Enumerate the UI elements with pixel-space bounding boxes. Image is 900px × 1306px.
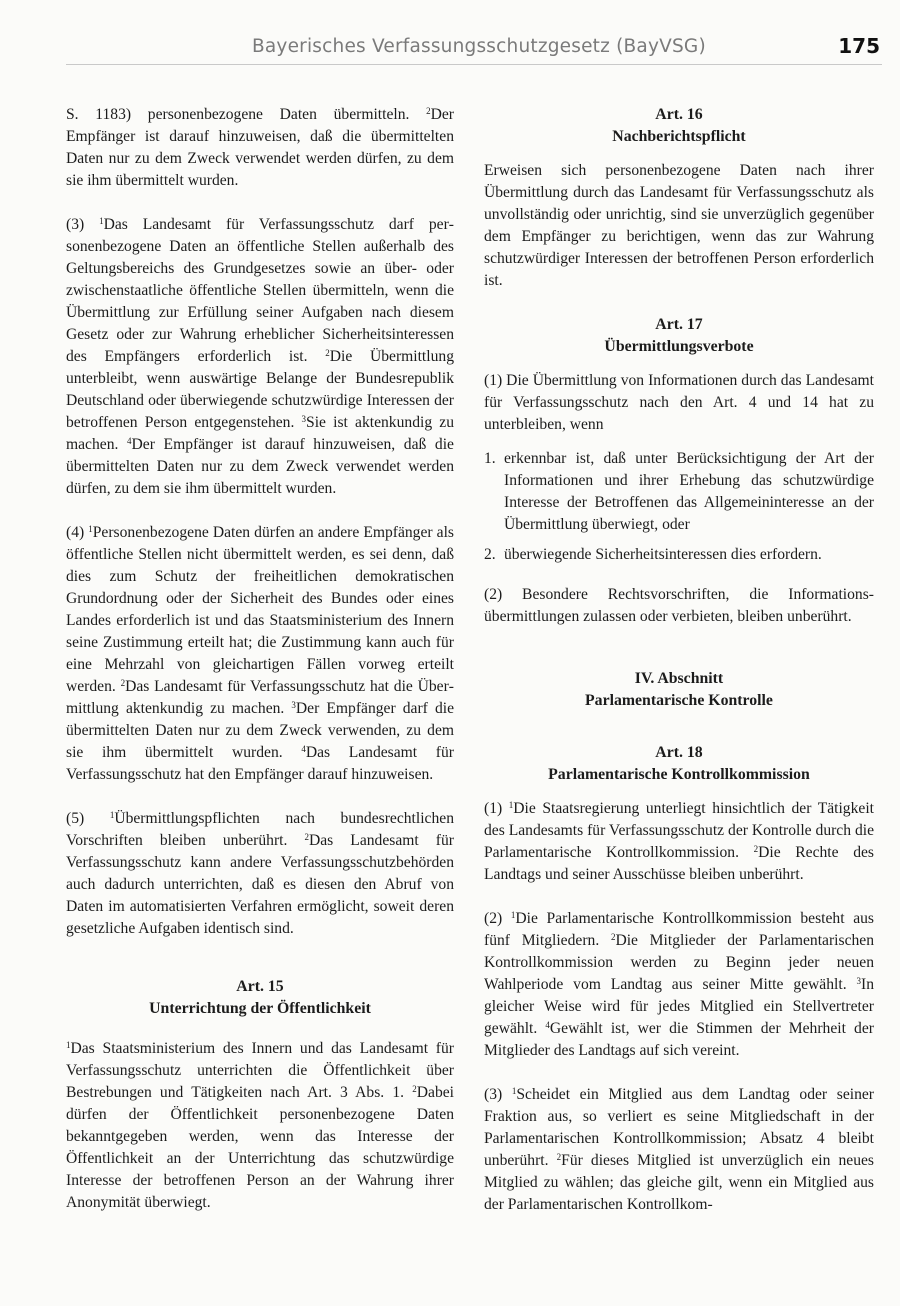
sentence-number: 4	[545, 1020, 550, 1030]
sentence-number: 4	[127, 436, 132, 446]
sentence-number: 3	[301, 414, 307, 424]
article-number: Art. 17	[655, 316, 703, 333]
article-number: Art. 18	[655, 744, 703, 761]
text-run: Die Staatsregierung unterliegt hinsichtlich der Tätigkeit des Landesamts für Verfassungsschutz der Kontrolle durch die Parlamentarische Kontrollkommission.	[484, 800, 874, 861]
text-run: S. 1183) personenbezogene Daten übermitteln.	[66, 106, 427, 123]
sentence-number: 1	[88, 524, 93, 534]
text-run: Das Landesamt für Verfassungsschutz kann andere Verfassungsschutzbehörden auch dadurch unterrichten, daß es diesen den Abruf von Daten im automatisierten Verfahren ermöglicht, soweit deren gesetzliche Aufgaben identisch sind.	[66, 832, 454, 937]
list-item	[484, 544, 874, 566]
sentence-number: 3	[291, 700, 296, 710]
article-title: Parlamentarische Kontrollkommission	[548, 766, 810, 783]
text-run: Sie ist aktenkundig zu machen.	[66, 414, 454, 453]
paragraph-4	[66, 522, 454, 786]
sentence-number: 1	[99, 216, 104, 226]
article-17-paragraph-2	[484, 584, 874, 628]
text-run: Der Empfänger ist darauf hinzuweisen, daß die übermittelten Daten nur zu dem Zweck verwendet werden dürfen, zu dem sie ihm übermittelt wurden.	[66, 106, 454, 189]
sentence-number: 1	[109, 810, 115, 820]
section-heading	[484, 668, 874, 712]
right-column	[484, 104, 874, 1238]
text-run: (2)	[484, 910, 511, 927]
text-run: Scheidet ein Mitglied aus dem Landtag oder seiner Fraktion aus, so verliert es seine Mitgliedschaft in der Parlamentarischen Kontrollkommission; Absatz 4 bleibt unberührt.	[484, 1086, 874, 1169]
article-18-paragraph-1	[484, 798, 874, 886]
sentence-number: 1	[66, 1040, 71, 1050]
list-item-text: überwiegende Sicherheitsinteressen dies erfordern.	[504, 546, 822, 563]
paragraph-intro	[66, 104, 454, 192]
article-title: Unterrichtung der Öffentlichkeit	[149, 1000, 371, 1017]
sentence-number: 2	[304, 832, 309, 842]
text-run: Die Parlamentarische Kontrollkommission besteht aus fünf Mitgliedern.	[484, 910, 874, 949]
paragraph-5	[66, 808, 454, 940]
section-number: IV. Abschnitt	[634, 670, 724, 687]
text-run: (3)	[66, 216, 100, 233]
article-15-text	[66, 1038, 454, 1214]
article-number: Art. 16	[655, 106, 703, 123]
list-item-number: 1.	[484, 450, 496, 467]
text-run: Das Landesamt für Verfassungsschutz darf personenbezogene Daten an öffentliche Stellen außerhalb des Geltungsbereichs des Grundgesetzes sowie an über- oder zwischenstaatliche öffentliche Stellen übermitteln, wenn die Übermittlung zur Erfüllung seiner Aufgaben nach diesem Gesetz oder zur Wahrung erheblicher Sicherheitsinteressen des Empfängers erforderlich ist.	[66, 216, 454, 365]
running-header	[66, 30, 882, 65]
text-run: (1)	[484, 800, 509, 817]
list-item-text: erkennbar ist, daß unter Berücksichtigung der Art der Informationen und ihrer Erhebung das schutzwürdige Interesse der Betroffenen das Allgemeininteresse an der Übermittlung überwiegt, oder	[504, 450, 874, 533]
text-run: (1) Die Übermittlung von Informationen durch das Landesamt für Verfassungsschutz nach den Art. 4 und 14 hat zu unterbleiben, wenn	[484, 372, 874, 433]
text-run: Für dieses Mitglied ist unverzüglich ein neues Mitglied zu wählen; das gleiche gilt, wenn ein Mitglied aus der Parlamentarischen Kontrollkom-	[484, 1152, 874, 1213]
article-17-heading	[484, 314, 874, 358]
list-item-number: 2.	[484, 546, 496, 563]
sentence-number: 2	[120, 678, 126, 688]
text-run: Gewählt ist, wer die Stimmen der Mehrheit der Mitglieder des Landtags auf sich vereint.	[484, 1020, 874, 1059]
sentence-number: 2	[325, 348, 330, 358]
sentence-number: 1	[508, 800, 514, 810]
text-run: Erweisen sich personenbezogene Daten nach ihrer Übermittlung durch das Landesamt für Verfassungsschutz als unvollständig oder unrichtig, sind sie unverzüglich gegenüber dem Empfänger zu berichtigen, wenn das zur Wahrung schutzwürdiger Interessen der betroffenen Person erforderlich ist.	[484, 162, 874, 289]
list-item	[484, 448, 874, 536]
article-title: Nachberichtspflicht	[612, 128, 746, 145]
text-run: Das Landesamt für Verfassungsschutz hat die Übermittlung aktenkundig zu machen.	[66, 678, 454, 717]
text-run: (5)	[66, 810, 110, 827]
text-run: Personenbezogene Daten dürfen an andere Empfänger als öffentliche Stellen nicht übermittelt werden, es sei denn, daß dies zum Schutz der freiheitlichen demokratischen Grundordnung oder der Sicherheit des Bundes oder eines Landes erforderlich ist und das Staatsministerium des Innern seine Zustimmung erteilt hat; die Zustimmung kann auch für eine Mehrzahl von gleichartigen Fällen vorweg erteilt werden.	[66, 524, 454, 695]
article-18-paragraph-3	[484, 1084, 874, 1216]
paragraph-3	[66, 214, 454, 500]
text-run: In gleicher Weise wird für jedes Mitglied ein Stellvertreter gewählt.	[484, 976, 874, 1037]
text-run: (3)	[484, 1086, 512, 1103]
left-column	[66, 104, 454, 1236]
text-run: Übermittlungspflichten nach bundesrechtlichen Vorschriften bleiben unberührt.	[66, 810, 454, 849]
article-15-heading	[66, 976, 454, 1020]
running-title: Bayerisches Verfassungsschutzgesetz (BayVSG)	[252, 36, 706, 57]
sentence-number: 2	[753, 844, 759, 854]
article-number: Art. 15	[236, 978, 284, 995]
article-17-paragraph-1	[484, 370, 874, 436]
article-title: Übermittlungsverbote	[604, 338, 754, 355]
section-title: Parlamentarische Kontrolle	[585, 692, 773, 709]
article-17-list	[484, 448, 874, 566]
page-number: 175	[838, 34, 880, 58]
text-run: Das Landesamt für Verfassungsschutz hat den Empfänger darauf hinzuweisen.	[66, 744, 454, 783]
sentence-number: 2	[556, 1152, 562, 1162]
sentence-number: 4	[301, 744, 306, 754]
text-run: (2) Besondere Rechtsvorschriften, die Informationsübermittlungen zulassen oder verbieten, bleiben unberührt.	[484, 586, 874, 625]
text-run: Die Rechte des Landtags und seiner Ausschüsse bleiben unberührt.	[484, 844, 874, 883]
text-run: Dabei dürfen der Öffentlichkeit personenbezogene Daten bekanntgegeben werden, wenn das Interesse der Öffentlichkeit an der Unterrichtung das schutzwürdige Interesse der betroffenen Person an der Wahrung ihrer Anonymität überwiegt.	[66, 1084, 454, 1211]
article-16-text	[484, 160, 874, 292]
sentence-number: 2	[610, 932, 616, 942]
text-run: Der Empfänger darf die übermittelten Daten nur zu dem Zweck verwenden, zu dem sie ihm übermittelt wurden.	[66, 700, 455, 761]
text-run: Die Übermittlung unterbleibt, wenn auswärtige Belange der Bundesrepublik Deutschland oder überwiegende schutzwürdige Interessen der betroffenen Person entgegenstehen.	[66, 348, 454, 431]
article-18-paragraph-2	[484, 908, 874, 1062]
text-run: Die Mitglieder der Parlamentarischen Kontrollkommission werden zu Beginn jeder neuen Wahlperiode vom Landtag aus seiner Mitte gewählt.	[484, 932, 875, 993]
sentence-number: 1	[510, 910, 516, 920]
sentence-number: 1	[511, 1086, 517, 1096]
sentence-number: 3	[856, 976, 861, 986]
text-run: Der Empfänger ist darauf hinzuweisen, daß die übermittelten Daten nur zu dem Zweck verwendet werden dürfen, zu dem sie ihm übermittelt wurden.	[66, 436, 454, 497]
text-run: (4)	[66, 524, 89, 541]
text-run: Das Staatsministerium des Innern und das Landesamt für Verfassungsschutz unterrichten die Öffentlichkeit über Bestrebungen und Tätigkeiten nach Art. 3 Abs. 1.	[66, 1040, 454, 1101]
article-16-heading	[484, 104, 874, 148]
article-18-heading	[484, 742, 874, 786]
sentence-number: 2	[412, 1084, 417, 1094]
sentence-number: 2	[426, 106, 431, 116]
